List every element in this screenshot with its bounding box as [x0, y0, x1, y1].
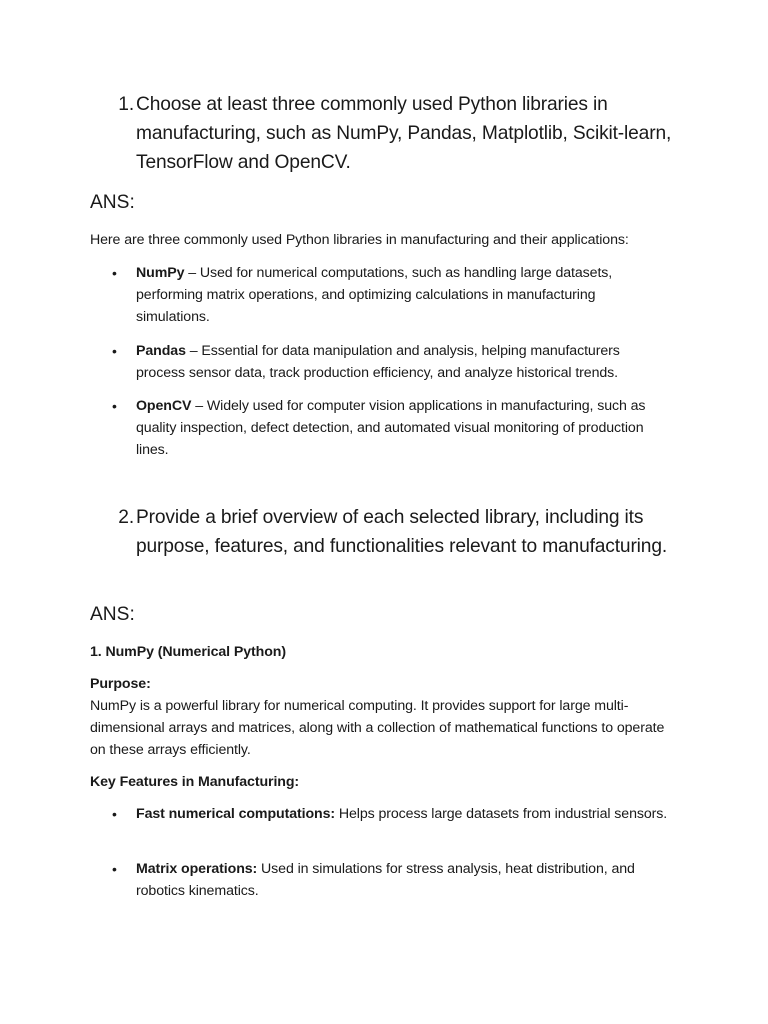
answer-1-label: ANS:	[90, 192, 135, 213]
question-1-text: Choose at least three commonly used Python libraries in manufacturing, such as NumPy, Pandas, Matplotlib, Scikit-learn, TensorFlow and OpenCV.	[136, 94, 672, 173]
list-item	[112, 858, 672, 902]
answer-2-label: ANS:	[90, 604, 135, 625]
features-label: Key Features in Manufacturing:	[90, 774, 300, 790]
bullet-text: Helps process large datasets from industrial sensors.	[335, 806, 668, 822]
bullet-text: Used in simulations for stress analysis, heat distribution, and robotics kinematics.	[136, 861, 635, 899]
list-item	[112, 395, 672, 461]
bullet-text: – Widely used for computer vision applications in manufacturing, such as quality inspection, defect detection, and automated visual monitoring of production lines.	[136, 398, 646, 458]
purpose-label: Purpose:	[90, 676, 151, 692]
bullet-icon: •	[112, 265, 117, 281]
bullet-title: NumPy	[136, 265, 185, 281]
list-item	[112, 340, 672, 384]
library-heading: 1. NumPy (Numerical Python)	[90, 644, 286, 660]
bullet-icon: •	[112, 806, 117, 822]
bullet-icon: •	[112, 343, 117, 359]
bullet-icon: •	[112, 398, 117, 414]
bullet-title: Fast numerical computations:	[136, 806, 336, 822]
question-1-number: 1.	[118, 94, 134, 115]
bullet-title: Matrix operations:	[136, 861, 258, 877]
purpose-text: NumPy is a powerful library for numerical computing. It provides support for large multi-dimensional arrays and matrices, along with a collection of mathematical functions to operate on these arrays efficiently.	[90, 698, 665, 758]
list-item	[112, 262, 672, 328]
list-item	[112, 803, 672, 825]
bullet-text: – Essential for data manipulation and analysis, helping manufacturers process sensor data, track production efficiency, and analyze historical trends.	[136, 343, 620, 381]
question-2	[112, 503, 672, 561]
bullet-title: OpenCV	[136, 398, 192, 414]
bullet-icon: •	[112, 861, 117, 877]
question-2-number: 2.	[118, 507, 134, 528]
bullet-title: Pandas	[136, 343, 186, 359]
question-2-text: Provide a brief overview of each selected library, including its purpose, features, and functionalities relevant to manufacturing.	[136, 507, 668, 557]
question-1	[112, 90, 672, 177]
answer-1-intro: Here are three commonly used Python libraries in manufacturing and their applications:	[90, 232, 629, 248]
bullet-text: – Used for numerical computations, such as handling large datasets, performing matrix operations, and optimizing calculations in manufacturing simulations.	[136, 265, 613, 325]
